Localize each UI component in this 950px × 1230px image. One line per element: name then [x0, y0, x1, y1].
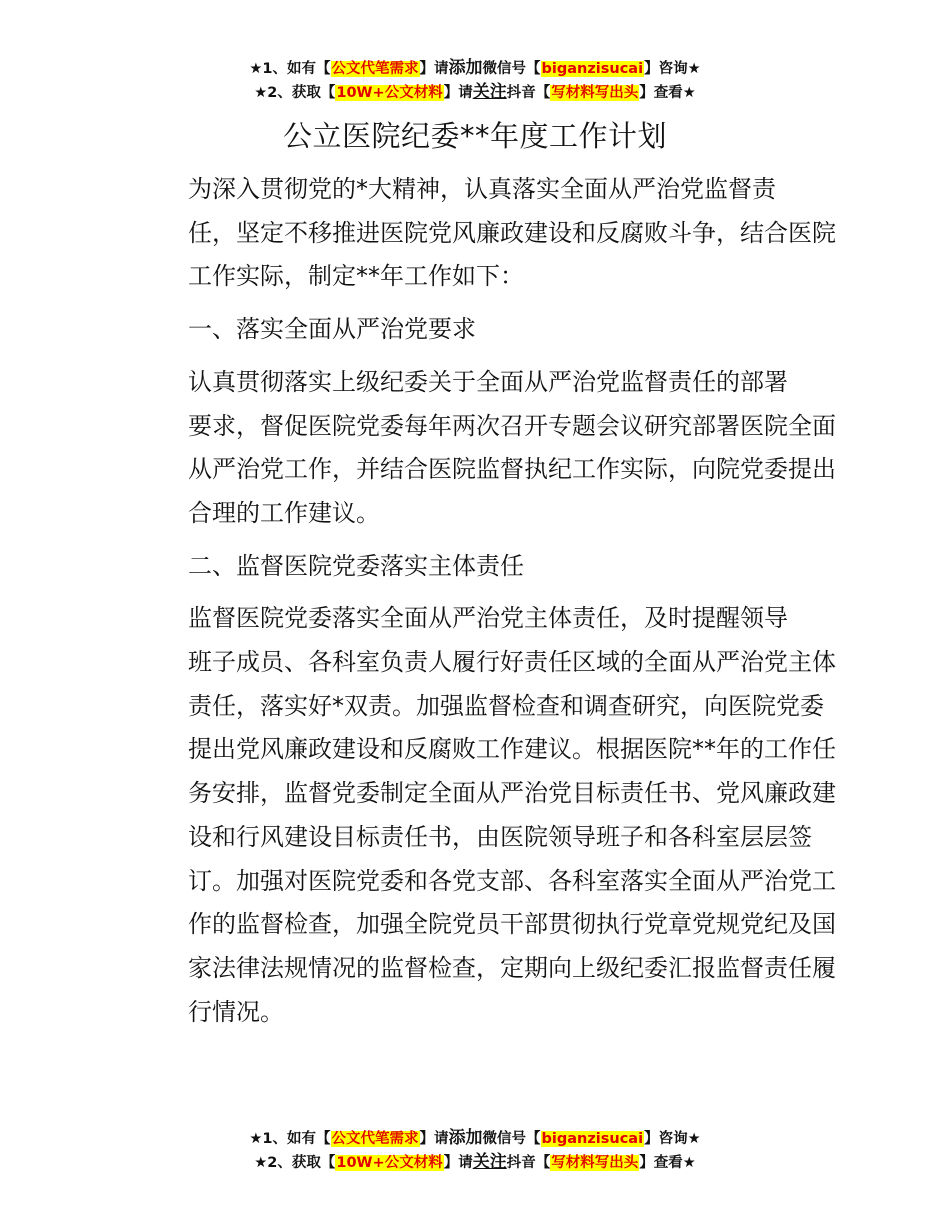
promo-line-2: [0, 81, 950, 105]
section-heading-2: 二、监督医院党委落实主体责任: [188, 551, 524, 580]
promo-highlight: 写材料写出头: [551, 85, 639, 101]
paragraph-line: 设和行风建设目标责任书，由医院领导班子和各科室层层签: [188, 822, 812, 851]
paragraph-line: 任，坚定不移推进医院党风廉政建设和反腐败斗争，结合医院: [188, 218, 836, 247]
promo-highlight: 写材料写出头: [551, 1155, 639, 1171]
promo-highlight: 10W+公文材料: [336, 85, 443, 101]
paragraph-line: 作的监督检查，加强全院党员干部贯彻执行党章党规党纪及国: [188, 910, 836, 939]
promo-text: 】请: [443, 85, 473, 101]
paragraph-line: 务安排，监督党委制定全面从严治党目标责任书、党风廉政建: [188, 779, 836, 808]
intro-paragraph: [140, 168, 836, 299]
promo-text: 】咨询★: [644, 61, 701, 77]
promo-text: 】请: [419, 1131, 449, 1147]
paragraph-line: 认真贯彻落实上级纪委关于全面从严治党监督责任的部署: [188, 367, 788, 396]
promo-text: 】请: [443, 1155, 473, 1171]
promo-text: ★2、获取【: [254, 1155, 336, 1171]
promo-highlight: 公文代笔需求: [331, 1131, 419, 1147]
promo-text: ★2、获取【: [254, 85, 336, 101]
paragraph-line: 为深入贯彻党的*大精神，认真落实全面从严治党监督责: [188, 175, 776, 203]
document-body: [140, 168, 836, 1034]
paragraph-line: 家法律法规情况的监督检查，定期向上级纪委汇报监督责任履: [188, 953, 836, 982]
promo-highlight: 公文代笔需求: [331, 61, 419, 77]
promo-text: 】咨询★: [644, 1131, 701, 1147]
section-2-paragraph: [140, 597, 836, 1034]
paragraph-line: 班子成员、各科室负责人履行好责任区域的全面从严治党主体: [188, 648, 836, 677]
document-title: 公立医院纪委**年度工作计划: [282, 119, 667, 153]
promo-highlight: biganzisucai: [541, 61, 644, 77]
footer-promo-banner: [0, 1127, 950, 1175]
promo-text: ★1、如有【: [249, 61, 331, 77]
promo-text: ★1、如有【: [249, 1131, 331, 1147]
promo-text: 】请: [419, 61, 449, 77]
paragraph-line: 监督医院党委落实全面从严治党主体责任，及时提醒领导: [188, 604, 788, 633]
section-1-paragraph: [140, 361, 836, 536]
promo-line-1: [0, 1127, 950, 1151]
promo-text: 微信号【: [482, 61, 541, 77]
promo-highlight: biganzisucai: [541, 1131, 644, 1147]
promo-emphasis: 添加: [448, 1128, 483, 1148]
promo-text: 】查看★: [639, 1155, 696, 1171]
paragraph-line: 提出党风廉政建设和反腐败工作建议。根据医院**年的工作任: [188, 735, 836, 764]
promo-emphasis: 关注: [472, 82, 507, 102]
promo-line-1: [0, 57, 950, 81]
promo-line-2: [0, 1151, 950, 1175]
paragraph-line: 订。加强对医院党委和各党支部、各科室落实全面从严治党工: [188, 866, 836, 895]
paragraph-line: 合理的工作建议。: [188, 498, 380, 527]
paragraph-line: 责任，落实好*双责。加强监督检查和调查研究，向医院党委: [188, 691, 824, 720]
promo-highlight: 10W+公文材料: [336, 1155, 443, 1171]
paragraph-line: 从严治党工作，并结合医院监督执纪工作实际，向院党委提出: [188, 455, 836, 484]
paragraph-line: 要求，督促医院党委每年两次召开专题会议研究部署医院全面: [188, 411, 836, 440]
promo-text: 抖音【: [506, 1155, 551, 1171]
promo-text: 微信号【: [482, 1131, 541, 1147]
section-heading-1: 一、落实全面从严治党要求: [188, 315, 476, 344]
promo-text: 抖音【: [506, 85, 551, 101]
promo-emphasis: 关注: [472, 1152, 507, 1172]
paragraph-line: 工作实际，制定**年工作如下：: [188, 262, 524, 291]
promo-text: 】查看★: [639, 85, 696, 101]
header-promo-banner: [0, 57, 950, 105]
promo-emphasis: 添加: [448, 58, 483, 78]
paragraph-line: 行情况。: [188, 997, 284, 1026]
